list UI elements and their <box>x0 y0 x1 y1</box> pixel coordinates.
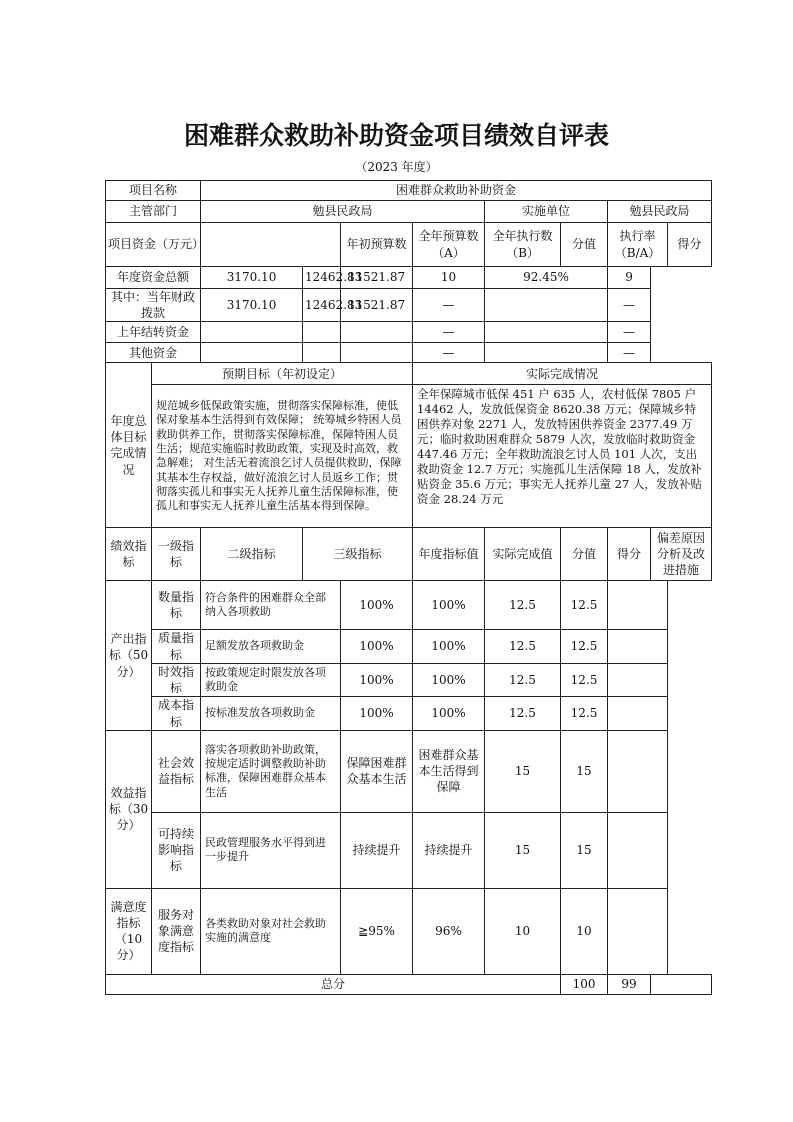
deviation-note <box>608 730 668 812</box>
level3-indicator: 按标准发放各项救助金 <box>201 697 341 730</box>
header: 年度指标值 <box>413 528 485 581</box>
fund-value: 3170.10 <box>201 289 303 322</box>
actual-result-text: 全年保障城市低保 451 户 635 人，农村低保 7805 户 14462 人，发放低保资金 8620.38 万元；保障城乡特困供养对象 2271 人，发放特困供养资金 2377.49 万元；临时救助困难群众 5879 人次，发放临时救助资金 447.46 万元；全年救助流浪乞讨人员 101 人次，支出救助资金 12.7 万元；实施孤儿生活保障 18 人，发放补贴资金 35.6 万元；事实无人抚养儿童 27 人，发放补贴资金 28.24 万元 <box>413 385 712 528</box>
fund-value: — <box>413 289 485 322</box>
header: 分值 <box>561 528 608 581</box>
indicator-row <box>106 663 712 697</box>
score-value: 12.5 <box>485 663 561 697</box>
deviation-note <box>608 581 668 630</box>
fund-value: 9 <box>608 267 651 289</box>
level2-indicator: 服务对象满意度指标 <box>152 888 201 974</box>
label: 主管部门 <box>106 201 201 223</box>
score: 12.5 <box>561 663 608 697</box>
label: 项目名称 <box>106 181 201 201</box>
fund-value: — <box>608 322 651 343</box>
target-value: 100% <box>341 581 413 630</box>
score: 12.5 <box>561 581 608 630</box>
indicator-row <box>106 888 712 974</box>
page-title: 困难群众救助补助资金项目绩效自评表 <box>183 121 609 150</box>
target-value: 持续提升 <box>341 812 413 888</box>
level3-indicator: 按政策规定时限发放各项救助金 <box>201 663 341 697</box>
actual-value: 100% <box>413 697 485 730</box>
score-value: 10 <box>485 888 561 974</box>
level2-indicator: 质量指标 <box>152 630 201 663</box>
fund-value: — <box>608 289 651 322</box>
fund-value: 3170.10 <box>201 267 303 289</box>
level3-indicator: 民政管理服务水平得到进一步提升 <box>201 812 341 888</box>
level1-indicator: 产出指标（50分） <box>106 581 152 730</box>
year-subtitle: （2023 年度） <box>355 160 438 174</box>
fund-name: 其中：当年财政拨款 <box>106 289 201 322</box>
label: 实施单位 <box>485 201 608 223</box>
score: 15 <box>561 812 608 888</box>
header: 得分 <box>668 223 712 267</box>
fund-value <box>341 343 413 363</box>
fund-value: — <box>413 343 485 363</box>
actual-value: 100% <box>413 630 485 663</box>
deviation-note <box>608 697 668 730</box>
target-value: 100% <box>341 697 413 730</box>
target-value: 100% <box>341 630 413 663</box>
header: 偏差原因分析及改进措施 <box>651 528 712 581</box>
fund-row <box>106 267 712 289</box>
score-value: 15 <box>485 730 561 812</box>
header: 得分 <box>608 528 651 581</box>
empty-cell <box>651 974 712 994</box>
expected-goal-text: 规范城乡低保政策实施，贯彻落实保障标准，使低保对象基本生活得到有效保障； 统筹城乡特困人员救助供养工作，贯彻落实保障标准，保障特困人员生活；规范实施临时救助政策，实现及时高效，救急解难； 对生活无着流浪乞讨人员提供救助，保障其基本生存权益，做好流浪乞讨人员返乡工作；贯彻落实孤儿和事实无人抚养儿童生活保障标准，使孤儿和事实无人抚养儿童生活基本得到保障。 <box>152 385 413 528</box>
actual-value: 100% <box>413 663 485 697</box>
header: 一级指标 <box>152 528 201 581</box>
level2-indicator: 社会效益指标 <box>152 730 201 812</box>
actual-value: 100% <box>413 581 485 630</box>
deviation-note <box>608 812 668 888</box>
fund-value <box>485 343 608 363</box>
score-value: 15 <box>485 812 561 888</box>
deviation-note <box>608 663 668 697</box>
fund-row <box>106 322 712 343</box>
value: 勉县民政局 <box>608 201 712 223</box>
value: 困难群众救助补助资金 <box>201 181 712 201</box>
deviation-note <box>608 888 668 974</box>
fund-row <box>106 289 712 322</box>
level3-indicator: 符合条件的困难群众全部纳入各项救助 <box>201 581 341 630</box>
fund-value <box>201 322 303 343</box>
fund-name: 其他资金 <box>106 343 201 363</box>
empty-cell <box>201 223 341 267</box>
level3-indicator: 足额发放各项救助金 <box>201 630 341 663</box>
actual-value: 96% <box>413 888 485 974</box>
header: 实际完成值 <box>485 528 561 581</box>
fund-value <box>341 322 413 343</box>
fund-name: 年度资金总额 <box>106 267 201 289</box>
score: 12.5 <box>561 630 608 663</box>
score: 12.5 <box>561 697 608 730</box>
actual-value: 困难群众基本生活得到保障 <box>413 730 485 812</box>
header: 年初预算数 <box>341 223 413 267</box>
value: 勉县民政局 <box>201 201 485 223</box>
level3-indicator: 各类救助对象对社会救助实施的满意度 <box>201 888 341 974</box>
fund-value: 11521.87 <box>341 267 413 289</box>
score-value: 12.5 <box>485 697 561 730</box>
target-value: ≧95% <box>341 888 413 974</box>
target-value: 保障困难群众基本生活 <box>341 730 413 812</box>
header: 分值 <box>561 223 608 267</box>
score: 15 <box>561 730 608 812</box>
level2-indicator: 时效指标 <box>152 663 201 697</box>
header: 执行率（B/A） <box>608 223 668 267</box>
header: 全年预算数（A） <box>413 223 485 267</box>
goal-label: 年度总体目标完成情况 <box>106 363 152 528</box>
fund-value: 10 <box>413 267 485 289</box>
indicator-row <box>106 730 712 812</box>
indicator-row <box>106 581 712 630</box>
total-label: 总分 <box>106 974 561 994</box>
performance-table <box>105 180 712 995</box>
fund-row <box>106 343 712 363</box>
level2-indicator: 数量指标 <box>152 581 201 630</box>
fund-value: — <box>608 343 651 363</box>
header: 实际完成情况 <box>413 363 712 385</box>
level1-indicator: 满意度指标（10分） <box>106 888 152 974</box>
level3-indicator: 落实各项救助补助政策，按规定适时调整救助补助标准，保障困难群众基本生活 <box>201 730 341 812</box>
deviation-note <box>608 630 668 663</box>
score: 10 <box>561 888 608 974</box>
fund-value: 11521.87 <box>341 289 413 322</box>
fund-name: 上年结转资金 <box>106 322 201 343</box>
header: 预期目标（年初设定） <box>152 363 413 385</box>
fund-value: 92.45% <box>485 267 608 289</box>
score-value: 12.5 <box>485 581 561 630</box>
header: 全年执行数（B） <box>485 223 561 267</box>
fund-value: 12462.83 <box>303 267 341 289</box>
actual-value: 持续提升 <box>413 812 485 888</box>
header: 三级指标 <box>303 528 413 581</box>
fund-value: — <box>413 322 485 343</box>
target-value: 100% <box>341 663 413 697</box>
indicator-row <box>106 630 712 663</box>
indicator-row <box>106 697 712 730</box>
fund-value <box>303 322 341 343</box>
funds-label: 项目资金（万元） <box>106 223 201 267</box>
fund-value <box>485 289 608 322</box>
fund-value: 12462.83 <box>303 289 341 322</box>
indicator-row <box>106 812 712 888</box>
score-value: 12.5 <box>485 630 561 663</box>
level2-indicator: 成本指标 <box>152 697 201 730</box>
fund-value <box>485 322 608 343</box>
perf-label: 绩效指标 <box>106 528 152 581</box>
level2-indicator: 可持续影响指标 <box>152 812 201 888</box>
level1-indicator: 效益指标（30分） <box>106 730 152 888</box>
fund-value <box>303 343 341 363</box>
total-score: 99 <box>608 974 651 994</box>
total-value: 100 <box>561 974 608 994</box>
header: 二级指标 <box>201 528 303 581</box>
fund-value <box>201 343 303 363</box>
